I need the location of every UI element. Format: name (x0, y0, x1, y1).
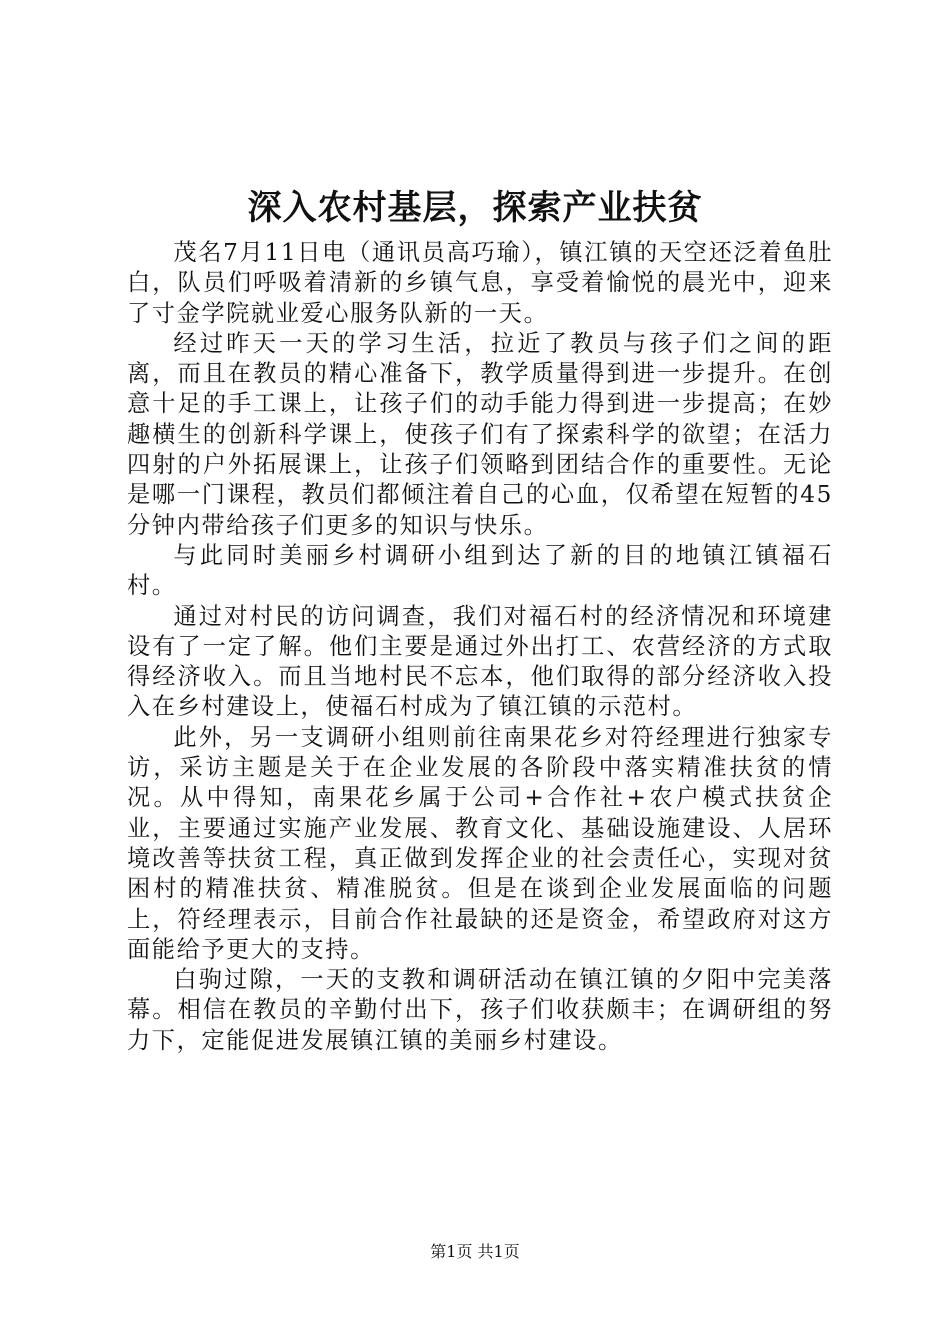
paragraph: 经过昨天一天的学习生活，拉近了教员与孩子们之间的距离，而且在教员的精心准备下，教学质量得到进一步提升。在创意十足的手工课上，让孩子们的动手能力得到进一步提高；在妙趣横生的创新科学课上，使孩子们有了探索科学的欲望；在活力四射的户外拓展课上，让孩子们领略到团结合作的重要性。无论是哪一门课程，教员们都倾注着自己的心血，仅希望在短暂的45分钟内带给孩子们更多的知识与快乐。 (127, 329, 833, 539)
paragraph: 茂名7月11日电（通讯员高巧瑜），镇江镇的天空还泛着鱼肚白，队员们呼吸着清新的乡镇气息，享受着愉悦的晨光中，迎来了寸金学院就业爱心服务队新的一天。 (127, 239, 833, 327)
paragraph: 白驹过隙，一天的支教和调研活动在镇江镇的夕阳中完美落幕。相信在教员的辛勤付出下，孩子们收获颇丰；在调研组的努力下，定能促进发展镇江镇的美丽乡村建设。 (127, 966, 833, 1054)
paragraph: 通过对村民的访问调查，我们对福石村的经济情况和环境建设有了一定了解。他们主要是通过外出打工、农营经济的方式取得经济收入。而且当地村民不忘本，他们取得的部分经济收入投入在乡村建设上，使福石村成为了镇江镇的示范村。 (127, 602, 833, 721)
document-body (127, 238, 833, 1056)
document-title: 深入农村基层，探索产业扶贫 (247, 188, 703, 228)
paragraph: 与此同时美丽乡村调研小组到达了新的目的地镇江镇福石村。 (127, 541, 833, 600)
page-footer: 第1页 共1页 (430, 1242, 520, 1261)
paragraph: 此外，另一支调研小组则前往南果花乡对符经理进行独家专访，采访主题是关于在企业发展的各阶段中落实精准扶贫的情况。从中得知，南果花乡属于公司+合作社+农户模式扶贫企业，主要通过实施产业发展、教育文化、基础设施建设、人居环境改善等扶贫工程，真正做到发挥企业的社会责任心，实现对贫困村的精准扶贫、精准脱贫。但是在谈到企业发展面临的问题上，符经理表示，目前合作社最缺的还是资金，希望政府对这方面能给予更大的支持。 (127, 723, 833, 963)
